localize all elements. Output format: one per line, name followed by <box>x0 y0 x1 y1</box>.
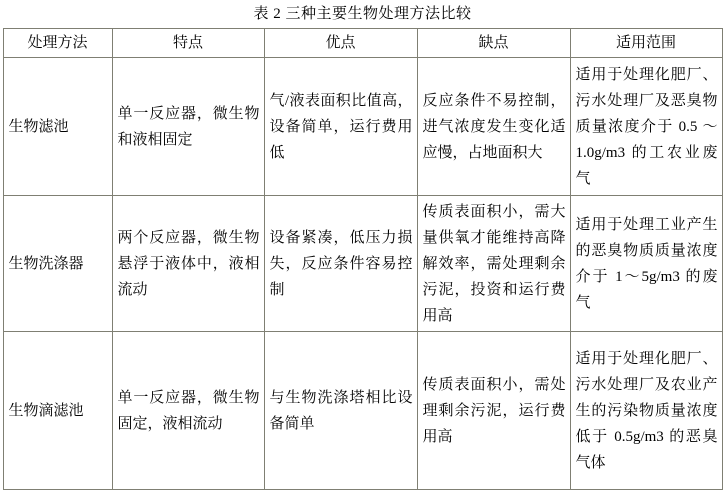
cell-method: 生物洗涤器 <box>3 196 112 332</box>
cell-advantage: 设备紧凑，低压力损失，反应条件容易控制 <box>264 196 417 332</box>
table-row <box>3 58 722 196</box>
comparison-table <box>3 28 723 490</box>
cell-disadvantage: 传质表面积小，需处理剩余污泥，运行费用高 <box>417 332 570 490</box>
table-caption: 表 2 三种主要生物处理方法比较 <box>253 6 472 22</box>
header-cell-advantage: 优点 <box>264 29 417 58</box>
cell-method: 生物滴滤池 <box>3 332 112 490</box>
header-cell-feature: 特点 <box>112 29 264 58</box>
table-row <box>3 332 722 490</box>
cell-feature: 两个反应器，微生物悬浮于液体中，液相流动 <box>112 196 264 332</box>
cell-method: 生物滤池 <box>3 58 112 196</box>
cell-disadvantage: 传质表面积小，需大量供氧才能维持高降解效率，需处理剩余污泥，投资和运行费用高 <box>417 196 570 332</box>
header-row <box>3 29 722 58</box>
cell-feature: 单一反应器，微生物和液相固定 <box>112 58 264 196</box>
header-cell-method: 处理方法 <box>3 29 112 58</box>
cell-scope: 适用于处理化肥厂、污水处理厂及农业产生的污染物质量浓度低于 0.5g/m3 的恶臭气体 <box>570 332 722 490</box>
cell-scope: 适用于处理化肥厂、污水处理厂及恶臭物质量浓度介于 0.5 ～ 1.0g/m3 的工农业废气 <box>570 58 722 196</box>
cell-advantage: 与生物洗涤塔相比设备简单 <box>264 332 417 490</box>
cell-feature: 单一反应器，微生物固定，液相流动 <box>112 332 264 490</box>
header-cell-disadvantage: 缺点 <box>417 29 570 58</box>
header-cell-scope: 适用范围 <box>570 29 722 58</box>
cell-advantage: 气/液表面积比值高，设备简单，运行费用低 <box>264 58 417 196</box>
cell-scope: 适用于处理工业产生的恶臭物质质量浓度介于 1～5g/m3 的废气 <box>570 196 722 332</box>
cell-disadvantage: 反应条件不易控制，进气浓度发生变化适应慢，占地面积大 <box>417 58 570 196</box>
table-row <box>3 196 722 332</box>
